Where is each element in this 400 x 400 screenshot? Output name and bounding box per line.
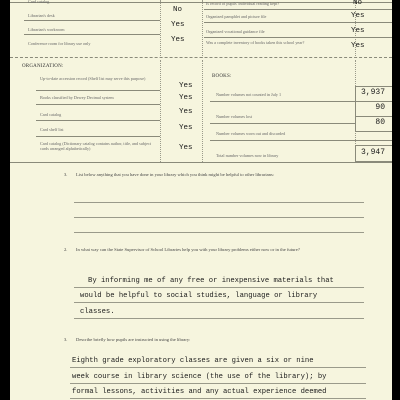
top-right-label-2: Organized vocational guidance file xyxy=(206,29,265,34)
org-answer-2: Yes xyxy=(179,108,193,116)
org-answer-4: Yes xyxy=(179,144,193,152)
top-right-label-1: Organized pamphlet and picture file xyxy=(206,14,267,19)
top-left-answer-3: Yes xyxy=(171,36,185,44)
org-label-3: Card shelf list xyxy=(40,127,64,132)
books-value-0: 3,937 xyxy=(360,88,385,97)
org-label-4: Card catalog (Dictionary catalog contains author, title, and subject cards arranged alphabetically) xyxy=(40,141,151,151)
org-answer-3: Yes xyxy=(179,124,193,132)
question-2-answer-line-1: By informing me of any free or inexpensive materials that xyxy=(88,277,334,285)
question-3-number: 3. xyxy=(64,337,68,342)
top-left-label-3: Conference room for library use only xyxy=(28,41,91,46)
question-1-number: 3. xyxy=(64,172,68,177)
question-3-text: Describe briefly how pupils are instructed in using the library: xyxy=(76,337,191,342)
question-2-answer-line-2: would be helpful to social studies, language or library xyxy=(80,292,318,300)
top-left-label-2: Librarian's workroom xyxy=(28,27,65,32)
org-label-0: Up-to-date accession record (Shelf list may serve this purpose) xyxy=(40,76,146,81)
org-answer-1: Yes xyxy=(179,94,193,102)
top-right-answer-2: Yes xyxy=(351,27,365,35)
books-label-3: Number volumes worn out and discarded xyxy=(216,131,286,136)
books-heading: BOOKS: xyxy=(212,74,232,79)
top-right-answer-3: Yes xyxy=(351,42,365,50)
books-value-1: 90 xyxy=(375,103,385,112)
question-2-answer-line-3: classes. xyxy=(80,308,115,316)
question-1-text: List below anything that you have done in your library which you think might be helpful to other librarians: xyxy=(76,172,275,177)
question-2-text: In what way can the State Supervisor of School Libraries help you with your library problems either now or in the future? xyxy=(76,247,300,252)
org-label-2: Card catalog xyxy=(40,112,62,117)
books-label-4: Total number volumes now in library xyxy=(216,153,279,158)
question-3-answer-line-1: Eighth grade exploratory classes are given a six or nine xyxy=(72,357,314,365)
top-right-label-0: Is record of pupils' individual reading kept? xyxy=(206,1,280,6)
org-answer-0: Yes xyxy=(179,82,193,90)
top-left-answer-2: Yes xyxy=(171,21,185,29)
top-left-answer-1: No xyxy=(173,6,183,14)
question-3-answer-line-3: formal lessons, activities and any actual experience deemed xyxy=(72,388,327,396)
books-value-4: 3,947 xyxy=(360,148,385,157)
books-label-2: Number volumes lost xyxy=(216,114,253,119)
books-label-0: Number volumes not counted in July 1 xyxy=(216,92,282,97)
question-2-number: 2. xyxy=(64,247,68,252)
top-left-label-0: Card catalog xyxy=(28,0,50,4)
question-3-answer-line-2: week course in library science (the use of the library); by xyxy=(72,373,327,381)
document-page xyxy=(10,0,392,400)
organization-heading: ORGANIZATION: xyxy=(22,64,64,69)
books-value-2: 80 xyxy=(375,118,385,127)
org-label-1: Books classified by Dewey Decimal system xyxy=(40,95,114,100)
top-left-label-1: Librarian's desk xyxy=(28,13,55,18)
top-right-label-3: Was a complete inventory of books taken this school year? xyxy=(206,40,305,45)
top-right-answer-0: No xyxy=(353,0,363,7)
top-right-answer-1: Yes xyxy=(351,12,365,20)
